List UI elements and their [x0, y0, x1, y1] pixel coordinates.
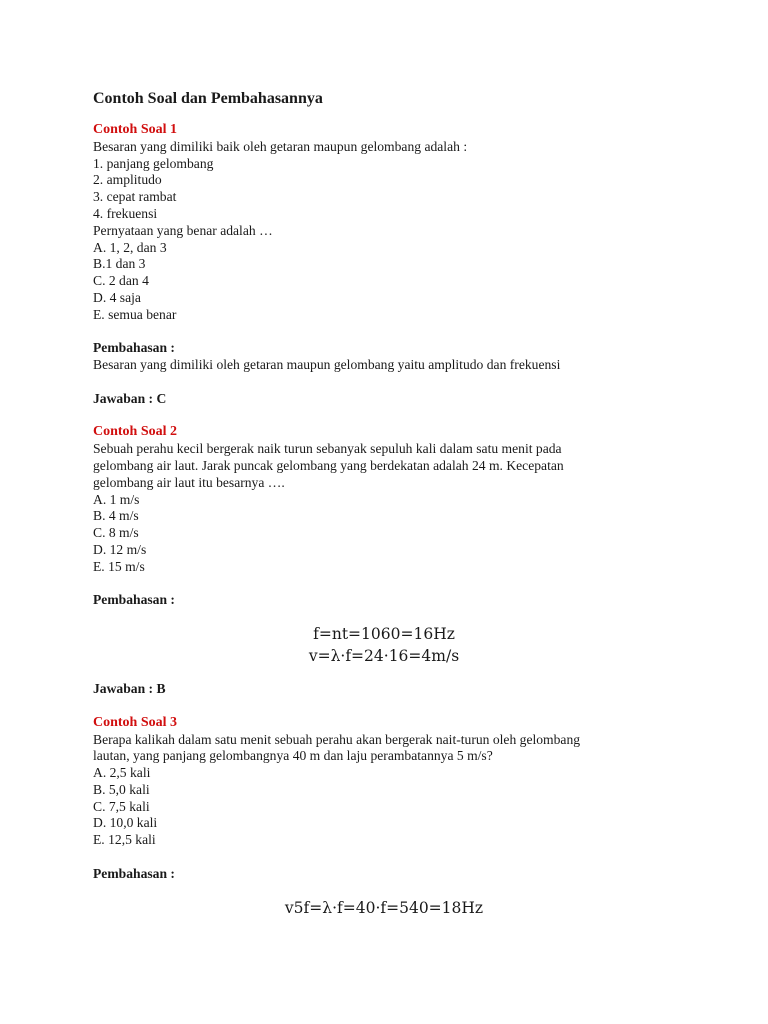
- problem-3-formula-block: [0, 897, 768, 919]
- problem-3: [93, 715, 733, 919]
- problem-3-question-line: Berapa kalikah dalam satu menit sebuah perahu akan bergerak nait-turun oleh gelombang: [93, 731, 581, 747]
- problem-1-pembahasan-text: Besaran yang dimiliki oleh getaran maupun gelombang yaitu amplitudo dan frekuensi: [93, 357, 561, 373]
- problem-1-question: Besaran yang dimiliki baik oleh getaran maupun gelombang adalah :: [93, 138, 468, 154]
- answer-option: A. 1, 2, dan 3: [93, 239, 167, 255]
- document-title: Contoh Soal dan Pembahasannya: [93, 90, 323, 107]
- problem-3-question-line: lautan, yang panjang gelombangnya 40 m dan laju perambatannya 5 m/s?: [93, 748, 493, 764]
- answer-option: C. 7,5 kali: [93, 798, 150, 814]
- answer-option: E. 15 m/s: [93, 558, 145, 574]
- problem-2-heading: Contoh Soal 2: [93, 424, 178, 440]
- answer-option: E. semua benar: [93, 306, 177, 322]
- answer-option: A. 1 m/s: [93, 491, 140, 507]
- problem-2-formula-1: f=nt=1060=16Hz: [313, 625, 455, 644]
- problem-1-heading: Contoh Soal 1: [93, 122, 178, 137]
- answer-option: B.1 dan 3: [93, 256, 146, 272]
- list-item: 2. amplitudo: [93, 172, 162, 188]
- problem-3-pembahasan-label: Pembahasan :: [93, 865, 175, 881]
- list-item: 1. panjang gelombang: [93, 155, 214, 171]
- list-item: 4. frekuensi: [93, 205, 158, 221]
- answer-option: C. 8 m/s: [93, 525, 139, 541]
- answer-option: B. 5,0 kali: [93, 781, 150, 797]
- answer-option: A. 2,5 kali: [93, 765, 151, 781]
- problem-1-prompt: Pernyataan yang benar adalah …: [93, 222, 273, 238]
- problem-2-question-line: gelombang air laut itu besarnya ….: [93, 474, 285, 490]
- problem-2-question-line: gelombang air laut. Jarak puncak gelombang yang berdekatan adalah 24 m. Kecepatan: [93, 457, 564, 473]
- answer-option: D. 4 saja: [93, 289, 141, 305]
- answer-option: C. 2 dan 4: [93, 273, 149, 289]
- problem-1-answer: Jawaban : C: [93, 390, 167, 406]
- problem-2: [93, 424, 733, 714]
- problem-2-question-line: Sebuah perahu kecil bergerak naik turun sebanyak sepuluh kali dalam satu menit pada: [93, 441, 562, 457]
- problem-1: [93, 122, 733, 424]
- answer-option: E. 12,5 kali: [93, 832, 156, 848]
- problem-3-formula-1: v5f=λ·f=40·f=540=18Hz: [284, 898, 484, 917]
- answer-option: D. 12 m/s: [93, 541, 147, 557]
- problem-2-formula-2: v=λ·f=24·16=4m/s: [308, 647, 460, 666]
- answer-option: D. 10,0 kali: [93, 815, 158, 831]
- answer-option: B. 4 m/s: [93, 508, 139, 524]
- problem-2-answer: Jawaban : B: [93, 681, 166, 697]
- problem-1-pembahasan-label: Pembahasan :: [93, 340, 175, 356]
- list-item: 3. cepat rambat: [93, 189, 177, 205]
- document-page: [93, 89, 733, 919]
- problem-2-pembahasan-label: Pembahasan :: [93, 592, 175, 608]
- problem-2-formula-block: [0, 623, 768, 667]
- problem-3-heading: Contoh Soal 3: [93, 714, 178, 730]
